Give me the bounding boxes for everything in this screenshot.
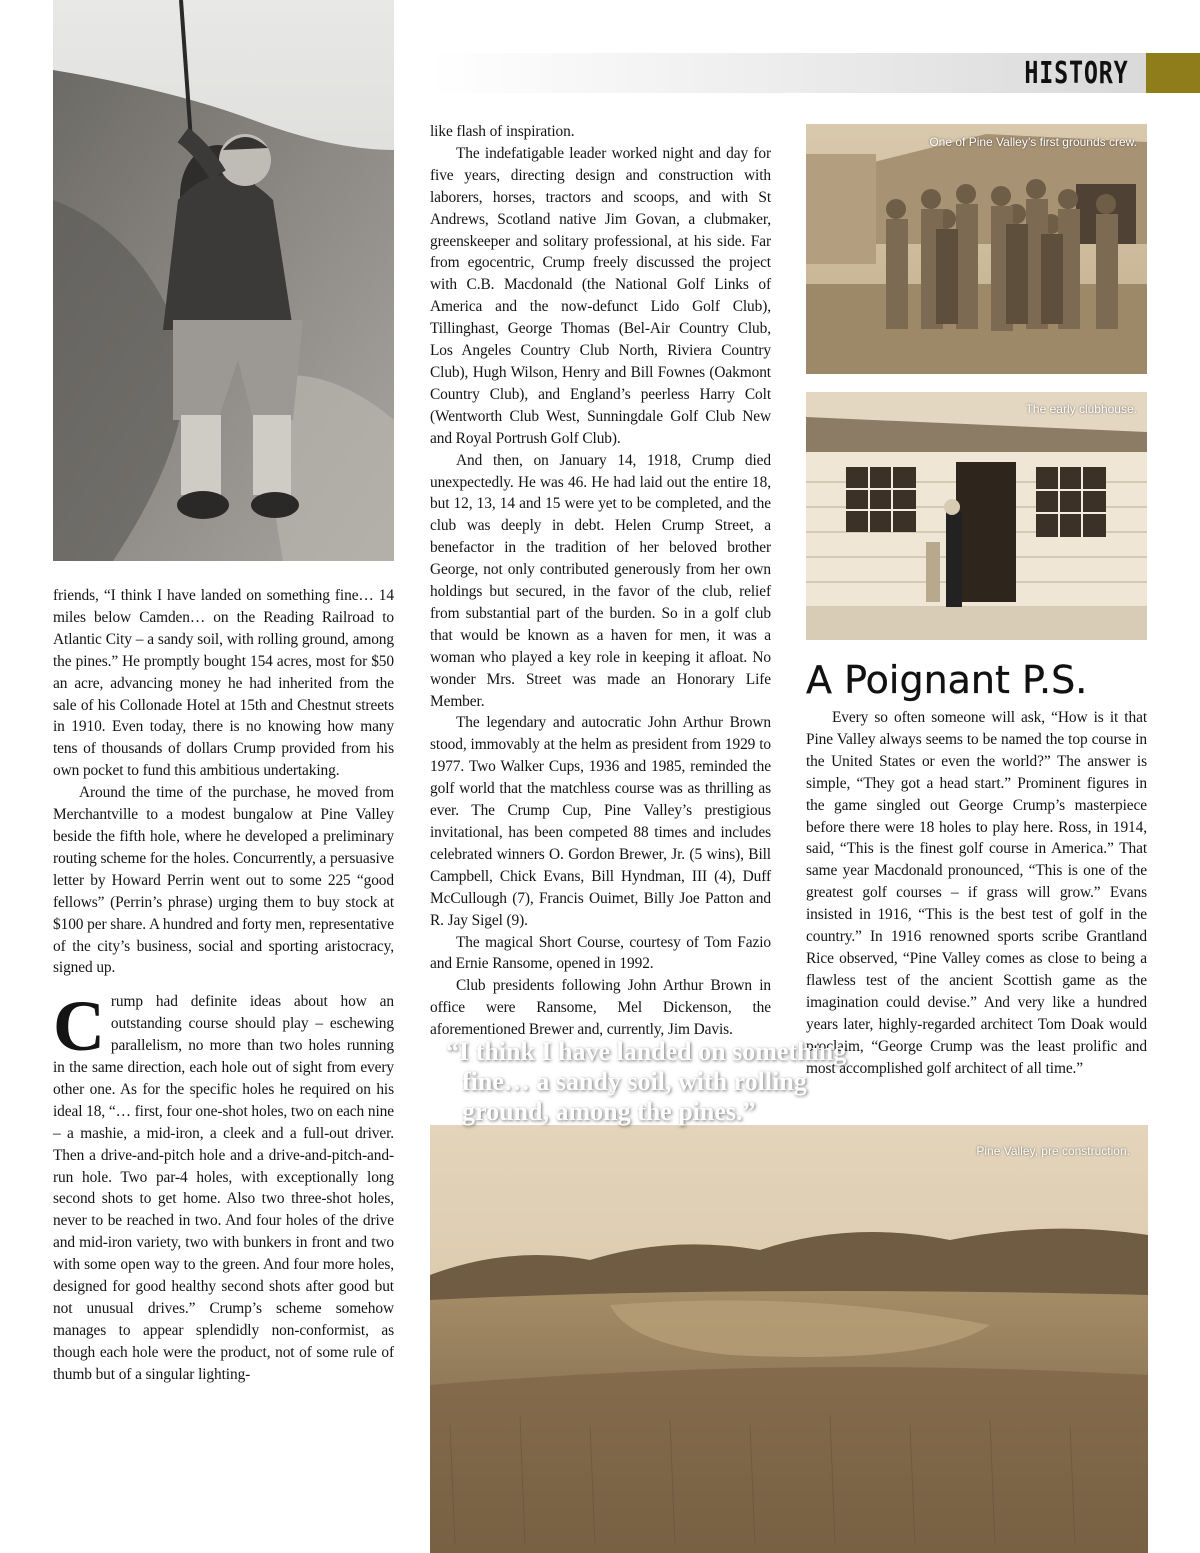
left-paragraph-1: friends, “I think I have landed on something fine… 14 miles below Camden… on the Reading Railroad to Atlantic City – a sandy soil, with rolling ground, among the pines.” He promptly bought 154 acres, most for $50 an acre, advancing money he had inherited from the sale of his Collonade Hotel at 15th and Chestnut streets in 1910. Even today, there is no knowing how many tens of thousands of dollars Crump provided from his own pocket to fund this ambitious undertaking. xyxy=(53,587,394,780)
column-middle xyxy=(430,121,771,1041)
middle-paragraph-3: And then, on January 14, 1918, Crump died unexpectedly. He was 46. He had laid out the entire 18, but 12, 13, 14 and 15 were yet to be completed, and the club was deeply in debt. Helen Crump Street, a benefactor in the tradition of her beloved brother George, not only contributed generously from her own holdings but secured, in the favor of the club, relief from substantial part of the burden. So in a golf club that would be known as a haven for men, it was a woman who played a key role in keeping it afloat. No wonder Mrs. Street was made an Honorary Life Member. xyxy=(430,451,771,710)
grounds-crew-photo xyxy=(806,124,1147,374)
column-right xyxy=(806,707,1147,1079)
middle-paragraph-6: Club presidents following John Arthur Brown in office were Ransome, Mel Dickenson, the aforementioned Brewer and, currently, Jim Davis. xyxy=(430,977,771,1039)
clubhouse-photo xyxy=(806,392,1147,640)
section-label: HISTORY xyxy=(1023,56,1128,91)
right-paragraph-1: Every so often someone will ask, “How is it that Pine Valley always seems to be named the top course in the United States or even the world?” The answer is simple, “They got a head start.” Prominent figures in the game singled out George Crump’s masterpiece before there were 18 holes to play here. Ross, in 1914, said, “This is the finest golf course in America.” That same year Macdonald pronounced, “This is one of the greatest golf courses – if grass will grow.” Evans insisted in 1916, “This is the best test of golf in the country.” In 1916 renowned sports scribe Grantland Rice observed, “Pine Valley comes as close to being a flawless test of the ancient Scottish game as the imagination could devise.” And very like a hundred years later, highly-regarded architect Tom Doak would proclaim, “George Crump was the least prolific and most accomplished golf architect of all time.” xyxy=(806,709,1147,1077)
left-paragraph-3 xyxy=(53,986,394,1385)
pull-quote-line-3: ground, among the pines.” xyxy=(462,1097,756,1126)
pull-quote-line-1: “I think I have landed on something xyxy=(446,1037,847,1066)
poignant-ps-heading: A Poignant P.S. xyxy=(806,658,1088,702)
left-paragraph-3-text: rump had definite ideas about how an outstanding course should play – eschewing parallelism, no more than two holes running in the same direction, each hole out of sight from every other one. As for the specific holes he required on his ideal 18, “… first, four one-shot holes, two on each nine – a mashie, a mid-iron, a cleek and a full-out driver. Then a drive-and-pitch hole and a drive-and-pitch-and-run hole. Two par-4 holes, with exceptionally long second shots to get home. Also two three-shot holes, never to be reached in two. And four holes of the drive and mid-iron variety, two with bunkers in front and two with some open way to the green. And four more holes, designed for good healthy second shots after good but not unusual drives.” Crump’s scheme somehow manages to appear splendidly non-conformist, as though each hole were the product, not of some rule of thumb but of a singular lighting- xyxy=(53,993,394,1383)
drop-cap: C xyxy=(53,986,105,1067)
landscape-caption: Pine Valley, pre construction. xyxy=(976,1144,1130,1158)
golfer-photo xyxy=(53,0,394,561)
middle-paragraph-2: The indefatigable leader worked night and day for five years, directing design and construction with laborers, horses, tractors and scoops, and with St Andrews, Scotland native Jim Govan, a clubmaker, greenskeeper and solitary professional, at his side. Far from egocentric, Crump freely discussed the project with C.B. Macdonald (the National Golf Links of America and the now-defunct Lido Golf Club), Tillinghast, George Thomas (Bel-Air Country Club, Los Angeles Country Club North, Riviera Country Club), Hugh Wilson, Henry and Bill Fownes (Oakmont Country Club), and England’s peerless Harry Colt (Wentworth Club West, Sunningdale Golf Club New and Royal Portrush Golf Club). xyxy=(430,144,771,447)
middle-paragraph-5: The magical Short Course, courtesy of Tom Fazio and Ernie Ransome, opened in 1992. xyxy=(430,933,771,973)
pull-quote xyxy=(446,1037,906,1127)
grounds-crew-caption: One of Pine Valley’s first grounds crew. xyxy=(929,135,1137,149)
left-paragraph-2: Around the time of the purchase, he moved from Merchantville to a modest bungalow at Pine Valley beside the fifth hole, where he developed a preliminary routing scheme for the holes. Concurrently, a persuasive letter by Howard Perrin went out to some 225 “good fellows” (Perrin’s phrase) urging them to buy stock at $100 per share. A hundred and forty men, representative of the city’s business, social and sporting aristocracy, signed up. xyxy=(53,784,394,977)
clubhouse-caption: The early clubhouse. xyxy=(1025,402,1137,416)
middle-paragraph-1: like flash of inspiration. xyxy=(430,123,575,140)
middle-paragraph-4: The legendary and autocratic John Arthur Brown stood, immovably at the helm as president from 1929 to 1977. Two Walker Cups, 1936 and 1985, reminded the golf world that the matchless course was as thrilling as ever. The Crump Cup, Pine Valley’s prestigious invitational, has been competed 88 times and includes celebrated winners O. Gordon Brewer, Jr. (5 wins), Bill Campbell, Chick Evans, Bill Hyndman, III (4), Duff McCullough (7), Francis Ouimet, Billy Joe Patton and R. Jay Sigel (9). xyxy=(430,714,771,929)
landscape-photo xyxy=(430,1125,1148,1553)
pull-quote-line-2: fine… a sandy soil, with rolling xyxy=(462,1067,807,1096)
accent-tab xyxy=(1146,53,1200,93)
column-left xyxy=(53,585,394,1386)
